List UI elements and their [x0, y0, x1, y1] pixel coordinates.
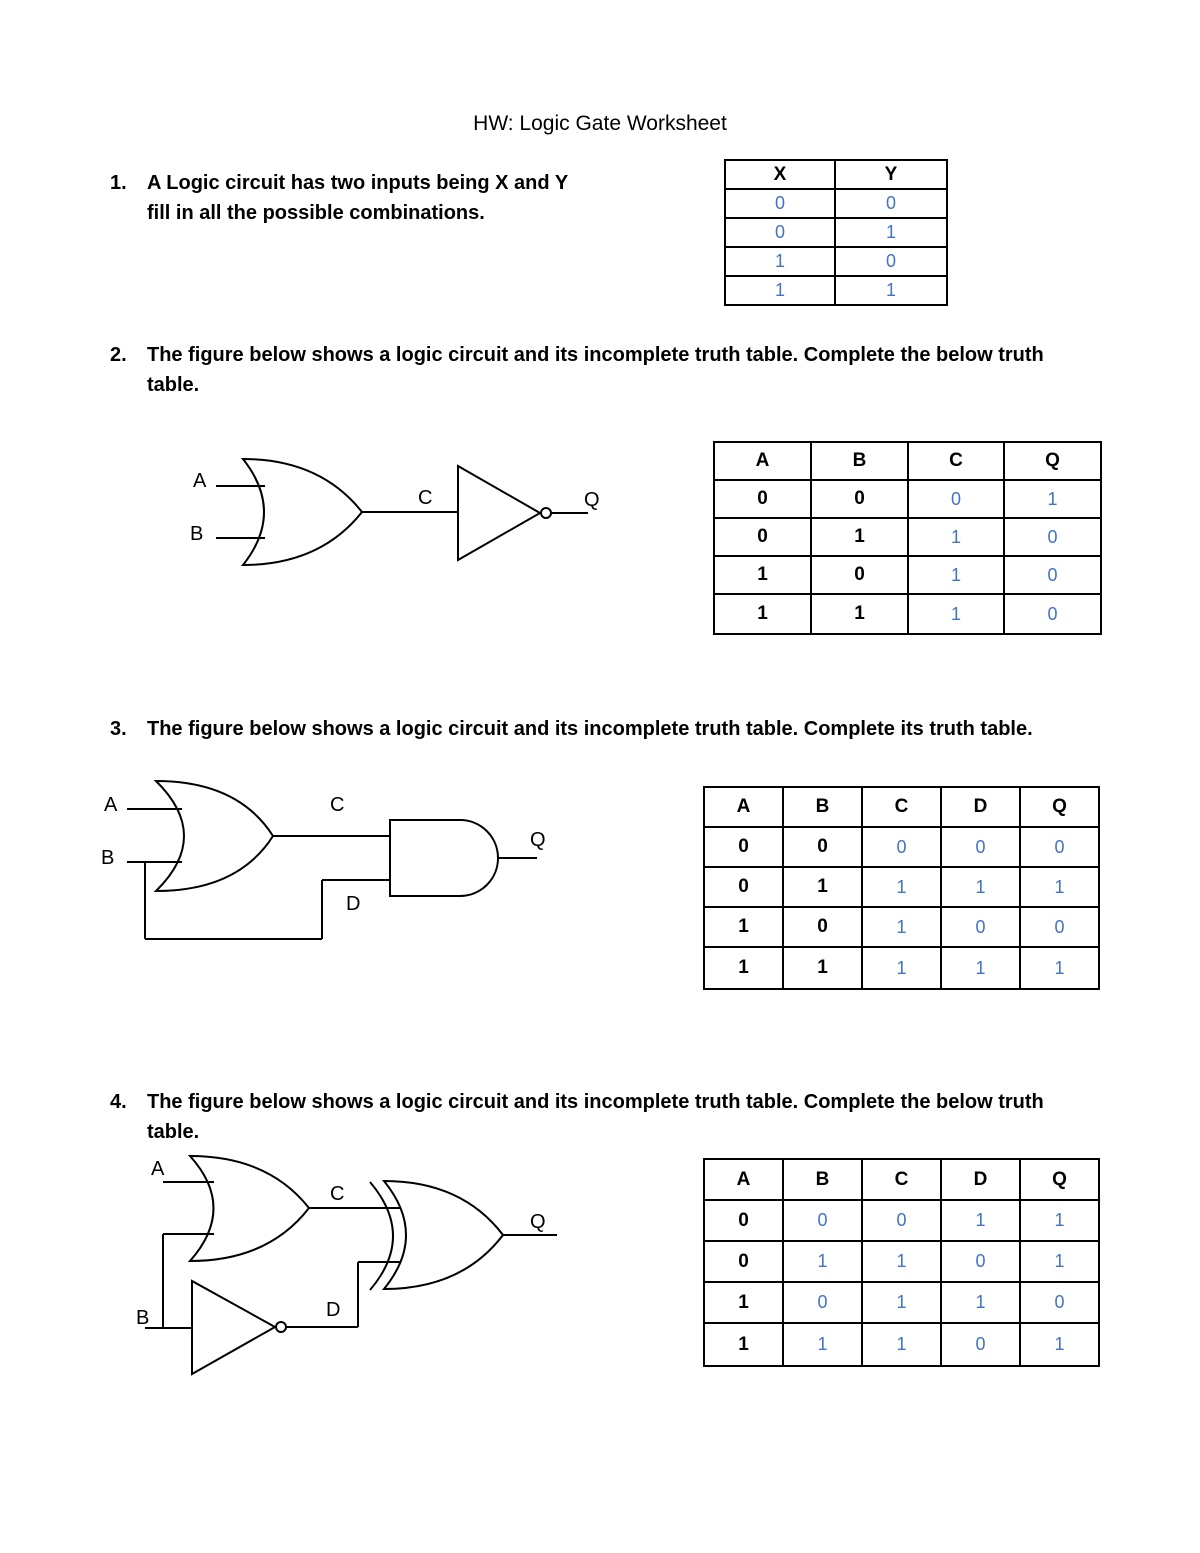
given-cell: 1 [714, 594, 811, 634]
answer-cell[interactable]: 0 [1004, 518, 1101, 556]
question-text-line1: The figure below shows a logic circuit and its incomplete truth table. Complete the below truth [147, 344, 1044, 366]
answer-cell[interactable]: 1 [908, 594, 1004, 634]
answer-cell[interactable]: 1 [835, 218, 947, 247]
answer-cell[interactable]: 1 [1020, 1200, 1099, 1241]
label-q: Q [584, 489, 600, 511]
label-a: A [104, 794, 118, 816]
question-text-line1: A Logic circuit has two inputs being X and Y [147, 172, 569, 194]
given-cell: 1 [783, 867, 862, 907]
answer-cell[interactable]: 1 [941, 1200, 1020, 1241]
table-row [704, 1323, 1099, 1366]
table-row [714, 556, 1101, 594]
label-q: Q [530, 829, 546, 851]
given-cell: 1 [704, 907, 783, 947]
circuit-diagram-q2 [180, 450, 620, 570]
answer-cell[interactable]: 0 [725, 218, 835, 247]
answer-cell[interactable]: 0 [1020, 1282, 1099, 1323]
answer-cell[interactable]: 1 [862, 1241, 941, 1282]
given-cell: 0 [714, 480, 811, 518]
given-cell: 0 [704, 1200, 783, 1241]
table-row [725, 276, 947, 305]
not-gate-icon [192, 1281, 275, 1374]
given-cell: 0 [704, 1241, 783, 1282]
truth-table-q2 [713, 441, 1102, 635]
answer-cell[interactable]: 1 [1020, 947, 1099, 989]
question-number: 2. [110, 344, 127, 366]
answer-cell[interactable]: 1 [908, 518, 1004, 556]
answer-cell[interactable]: 0 [1020, 827, 1099, 867]
table-row [704, 1282, 1099, 1323]
header-b: B [811, 442, 908, 480]
answer-cell[interactable]: 1 [1020, 1323, 1099, 1366]
header-b: B [783, 1159, 862, 1200]
answer-cell[interactable]: 1 [1020, 867, 1099, 907]
answer-cell[interactable]: 1 [862, 907, 941, 947]
given-cell: 0 [783, 827, 862, 867]
label-b: B [136, 1307, 150, 1329]
given-cell: 1 [704, 1323, 783, 1366]
header-y: Y [835, 160, 947, 189]
given-cell: 0 [704, 867, 783, 907]
table-row [704, 867, 1099, 907]
answer-cell[interactable]: 0 [941, 1241, 1020, 1282]
table-row [704, 1241, 1099, 1282]
question-3 [110, 714, 1090, 744]
table-row [725, 247, 947, 276]
answer-cell[interactable]: 1 [941, 1282, 1020, 1323]
answer-cell[interactable]: 0 [835, 189, 947, 218]
given-cell: 1 [811, 594, 908, 634]
answer-cell[interactable]: 0 [908, 480, 1004, 518]
given-cell: 0 [714, 518, 811, 556]
or-gate-icon [190, 1156, 309, 1261]
given-cell: 1 [811, 518, 908, 556]
label-c: C [330, 794, 345, 816]
question-text-line1: The figure below shows a logic circuit and its incomplete truth table. Complete the below truth [147, 1091, 1044, 1113]
header-q: Q [1020, 787, 1099, 827]
table-row [714, 594, 1101, 634]
label-a: A [193, 470, 207, 492]
answer-cell[interactable]: 0 [835, 247, 947, 276]
header-a: A [714, 442, 811, 480]
label-b: B [101, 847, 115, 869]
truth-table-q4 [703, 1158, 1100, 1367]
label-c: C [330, 1183, 345, 1205]
question-text-line2: fill in all the possible combinations. [147, 202, 485, 224]
header-d: D [941, 787, 1020, 827]
answer-cell[interactable]: 1 [725, 247, 835, 276]
answer-cell[interactable]: 0 [783, 1282, 862, 1323]
or-gate-icon [243, 459, 362, 565]
header-c: C [862, 1159, 941, 1200]
label-c: C [418, 487, 433, 509]
label-d: D [326, 1299, 341, 1321]
answer-cell[interactable]: 0 [1004, 556, 1101, 594]
question-number: 1. [110, 172, 127, 194]
answer-cell[interactable]: 0 [1004, 594, 1101, 634]
header-q: Q [1020, 1159, 1099, 1200]
given-cell: 0 [704, 827, 783, 867]
answer-cell[interactable]: 0 [783, 1200, 862, 1241]
header-q: Q [1004, 442, 1101, 480]
table-row [725, 218, 947, 247]
answer-cell[interactable]: 1 [725, 276, 835, 305]
label-b: B [190, 523, 204, 545]
answer-cell[interactable]: 1 [1004, 480, 1101, 518]
truth-table-q3 [703, 786, 1100, 990]
answer-cell[interactable]: 1 [862, 1282, 941, 1323]
table-row [714, 480, 1101, 518]
page-title: HW: Logic Gate Worksheet [473, 112, 727, 135]
answer-cell[interactable]: 0 [941, 827, 1020, 867]
given-cell: 0 [811, 556, 908, 594]
question-number: 4. [110, 1091, 127, 1113]
answer-cell[interactable]: 0 [1020, 907, 1099, 947]
header-b: B [783, 787, 862, 827]
or-gate-icon [156, 781, 273, 891]
answer-cell[interactable]: 1 [862, 947, 941, 989]
given-cell: 1 [704, 947, 783, 989]
answer-cell[interactable]: 1 [835, 276, 947, 305]
table-row [704, 1200, 1099, 1241]
answer-cell[interactable]: 0 [941, 1323, 1020, 1366]
question-text-line2: table. [147, 1121, 200, 1143]
circuit-diagram-q4 [130, 1150, 570, 1385]
answer-cell[interactable]: 1 [908, 556, 1004, 594]
truth-table-q1 [724, 159, 948, 306]
table-row [714, 518, 1101, 556]
and-gate-icon [390, 820, 498, 896]
table-row [704, 947, 1099, 989]
not-gate-icon [458, 466, 540, 560]
answer-cell[interactable]: 0 [941, 907, 1020, 947]
label-d: D [346, 893, 361, 915]
header-x: X [725, 160, 835, 189]
answer-cell[interactable]: 0 [862, 827, 941, 867]
header-c: C [908, 442, 1004, 480]
answer-cell[interactable]: 1 [862, 867, 941, 907]
question-4 [110, 1087, 1090, 1147]
answer-cell[interactable]: 0 [725, 189, 835, 218]
answer-cell[interactable]: 1 [862, 1323, 941, 1366]
answer-cell[interactable]: 1 [783, 1241, 862, 1282]
header-c: C [862, 787, 941, 827]
question-number: 3. [110, 718, 127, 740]
table-row [725, 189, 947, 218]
given-cell: 1 [714, 556, 811, 594]
header-d: D [941, 1159, 1020, 1200]
answer-cell[interactable]: 1 [941, 947, 1020, 989]
answer-cell[interactable]: 1 [1020, 1241, 1099, 1282]
header-a: A [704, 1159, 783, 1200]
question-2 [110, 340, 1090, 400]
question-1 [110, 168, 670, 228]
table-row [704, 907, 1099, 947]
circuit-diagram-q3 [95, 770, 555, 950]
answer-cell[interactable]: 1 [941, 867, 1020, 907]
given-cell: 0 [811, 480, 908, 518]
xor-gate-icon [384, 1181, 503, 1289]
question-text-line2: table. [147, 374, 200, 396]
given-cell: 1 [783, 947, 862, 989]
label-q: Q [530, 1211, 546, 1233]
table-row [704, 827, 1099, 867]
answer-cell[interactable]: 1 [783, 1323, 862, 1366]
label-a: A [151, 1158, 165, 1180]
given-cell: 1 [704, 1282, 783, 1323]
given-cell: 0 [783, 907, 862, 947]
answer-cell[interactable]: 0 [862, 1200, 941, 1241]
question-text-line1: The figure below shows a logic circuit and its incomplete truth table. Complete its truth table. [147, 718, 1033, 740]
header-a: A [704, 787, 783, 827]
